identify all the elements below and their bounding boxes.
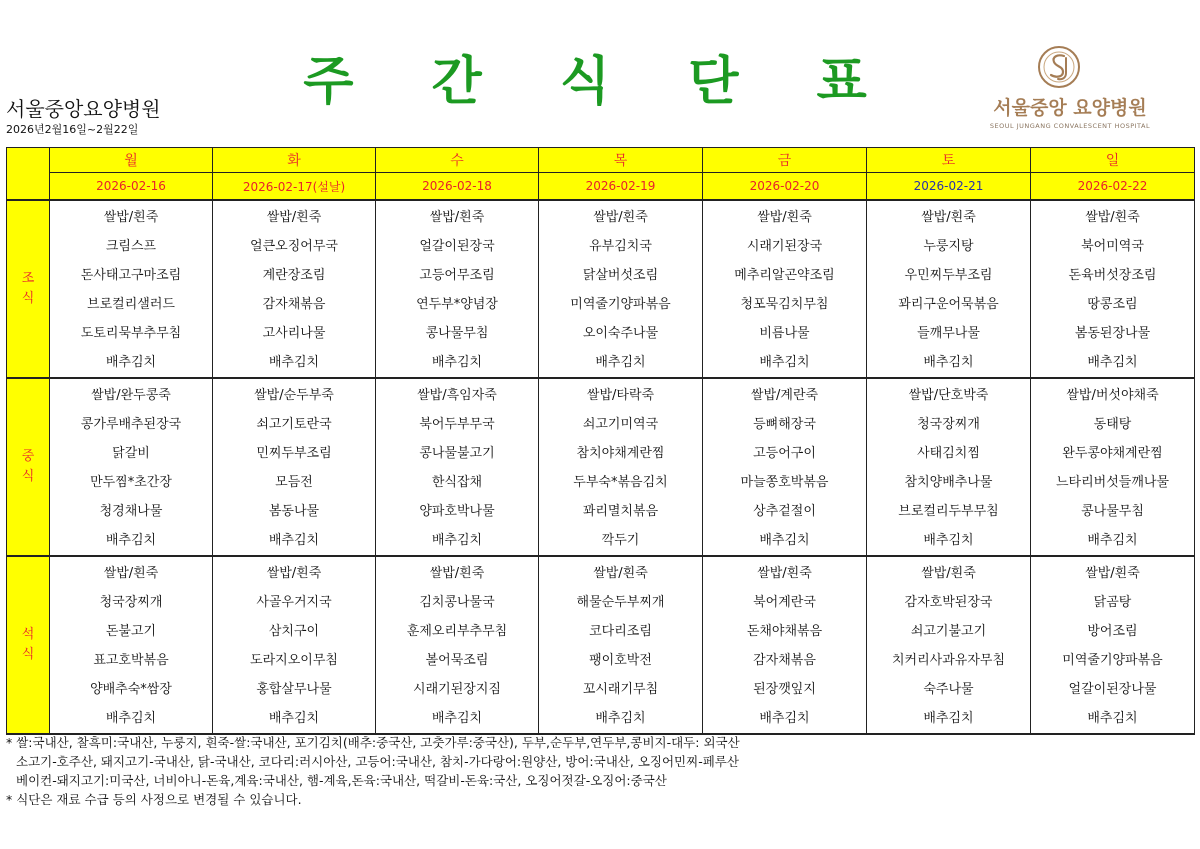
menu-item: 고등어구이 — [753, 446, 816, 461]
lunch-5 — [867, 378, 1031, 556]
menu-item: 쌀밥/버섯야채죽 — [1066, 388, 1159, 403]
meal-label-char: 식 — [21, 291, 35, 306]
logo-name: 서울중앙 요양병원 — [993, 97, 1147, 119]
menu-item: 땅콩조림 — [1087, 297, 1138, 312]
lunch-6 — [1031, 378, 1195, 556]
menu-item: 메추리알곤약조림 — [734, 268, 835, 283]
menu-item: 쌀밥/단호박죽 — [908, 388, 989, 403]
date-2: 2026-02-18 — [376, 173, 539, 201]
menu-item: 참치양배추나물 — [904, 475, 993, 490]
menu-item: 브로컬리샐러드 — [87, 297, 175, 312]
menu-item: 꼬시래기무침 — [582, 682, 659, 697]
meal-label-char: 조 — [21, 271, 35, 286]
meal-label-char: 식 — [21, 469, 35, 484]
menu-item: 청경채나물 — [99, 504, 163, 519]
menu-item: 코다리조림 — [589, 624, 652, 639]
breakfast-6 — [1031, 200, 1195, 378]
menu-item: 배추김치 — [759, 355, 810, 370]
menu-item: 쌀밥/흰죽 — [103, 566, 159, 581]
menu-item: 배추김치 — [595, 355, 646, 370]
menu-item: 쇠고기토란국 — [256, 417, 332, 432]
menu-item: 미역줄기양파볶음 — [570, 297, 671, 312]
menu-item: 쌀밥/흰죽 — [757, 566, 812, 581]
menu-item: 누룽지탕 — [923, 239, 974, 254]
date-4: 2026-02-20 — [703, 173, 867, 201]
menu-item: 시래기된장지짐 — [413, 682, 501, 697]
menu-item: 배추김치 — [1087, 711, 1138, 726]
menu-item: 배추김치 — [268, 533, 320, 548]
menu-item: 돈불고기 — [105, 624, 157, 639]
meal-label-char: 석 — [21, 627, 35, 642]
menu-item: 배추김치 — [105, 711, 157, 726]
note-line: 소고기-호주산, 돼지고기-국내산, 닭-국내산, 코다리:러시아산, 고등어:국내산, 참치-가다랑어:원양산, 방어:국내산, 오징어민찌-페루산 — [16, 754, 739, 769]
menu-item: 배추김치 — [595, 711, 646, 726]
day-6: 일 — [1031, 148, 1195, 173]
menu-item: 해물순두부찌개 — [576, 595, 665, 610]
hospital-name: 서울중앙요양병원 — [6, 97, 161, 121]
lunch-3 — [539, 378, 703, 556]
menu-item: 느타리버섯들깨나물 — [1055, 475, 1170, 490]
menu-item: 꽈리구운어묵볶음 — [898, 297, 999, 312]
dinner-3 — [539, 556, 703, 734]
origin-notes — [6, 733, 740, 809]
menu-item: 봄동나물 — [268, 504, 320, 519]
dinner-5 — [867, 556, 1031, 734]
menu-item: 얼큰오징어무국 — [250, 239, 338, 254]
menu-item: 숙주나물 — [923, 682, 974, 697]
menu-item: 배추김치 — [105, 355, 157, 370]
menu-item: 배추김치 — [431, 533, 483, 548]
menu-item: 쌀밥/흰죽 — [429, 210, 485, 225]
menu-item: 시래기된장국 — [746, 239, 823, 254]
menu-item: 참치야채계란찜 — [576, 446, 665, 461]
menu-item: 배추김치 — [1087, 533, 1138, 548]
menu-item: 배추김치 — [1087, 355, 1138, 370]
menu-item: 배추김치 — [268, 355, 320, 370]
logo-subtitle: SEOUL JUNGANG CONVALESCENT HOSPITAL — [989, 122, 1151, 130]
menu-item: 배추김치 — [923, 533, 974, 548]
menu-item: 배추김치 — [431, 711, 483, 726]
day-3: 목 — [539, 148, 703, 173]
menu-item: 청국장찌개 — [99, 595, 163, 610]
menu-item: 청국장찌개 — [917, 417, 980, 432]
menu-item: 유부김치국 — [589, 239, 652, 254]
menu-item: 북어두부무국 — [419, 417, 495, 432]
menu-item: 브로컬리두부무침 — [898, 504, 999, 519]
menu-item: 콩나물무침 — [425, 326, 489, 341]
dinner-0 — [50, 556, 213, 734]
menu-item: 사태김치찜 — [917, 446, 980, 461]
menu-item: 북어미역국 — [1081, 239, 1144, 254]
dinner-label — [7, 556, 50, 734]
breakfast-4 — [703, 200, 867, 378]
menu-item: 쌀밥/계란죽 — [750, 388, 819, 403]
menu-item: 모듬전 — [275, 475, 313, 490]
menu-item: 훈제오리부추무침 — [406, 624, 508, 639]
date-6: 2026-02-22 — [1031, 173, 1195, 201]
menu-item: 북어계란국 — [753, 595, 816, 610]
menu-item: 배추김치 — [759, 711, 810, 726]
dinner-6 — [1031, 556, 1195, 734]
menu-item: 쌀밥/흰죽 — [921, 210, 976, 225]
menu-item: 연두부*양념장 — [416, 297, 498, 312]
date-0: 2026-02-16 — [50, 173, 213, 201]
menu-item: 사골우거지국 — [256, 595, 332, 610]
menu-item: 치커리사과유자무침 — [891, 653, 1006, 668]
breakfast-label — [7, 200, 50, 378]
date-5: 2026-02-21 — [867, 173, 1031, 201]
day-4: 금 — [703, 148, 867, 173]
day-2: 수 — [376, 148, 539, 173]
menu-item: 쌀밥/흰죽 — [266, 566, 322, 581]
menu-item: 쌀밥/흰죽 — [1085, 566, 1140, 581]
day-5: 토 — [867, 148, 1031, 173]
menu-item: 우민찌두부조림 — [904, 268, 993, 283]
menu-item: 닭갈비 — [112, 446, 150, 461]
menu-item: 홍합살무나물 — [256, 682, 332, 697]
menu-item: 쌀밥/흰죽 — [921, 566, 976, 581]
menu-item: 깍두기 — [601, 533, 640, 548]
menu-item: 돈채야채볶음 — [746, 624, 823, 639]
breakfast-0 — [50, 200, 213, 378]
menu-item: 쌀밥/흑임자죽 — [417, 388, 497, 403]
menu-item: 닭살버섯조림 — [582, 268, 659, 283]
lunch-0 — [50, 378, 213, 556]
meal-label-char: 식 — [21, 647, 35, 662]
breakfast-3 — [539, 200, 703, 378]
menu-item: 고등어무조림 — [419, 268, 495, 283]
menu-item: 된장깻잎지 — [753, 682, 816, 697]
menu-item: 얼갈이된장나물 — [1068, 682, 1157, 697]
menu-item: 쌀밥/완두콩죽 — [91, 388, 171, 403]
menu-item: 상추겉절이 — [753, 504, 816, 519]
menu-item: 콩가루배추된장국 — [80, 417, 182, 432]
day-0: 월 — [50, 148, 213, 173]
menu-item: 계란장조림 — [262, 268, 326, 283]
menu-item: 쌀밥/타락죽 — [586, 388, 655, 403]
lunch-2 — [376, 378, 539, 556]
breakfast-5 — [867, 200, 1031, 378]
dinner-1 — [213, 556, 376, 734]
dinner-2 — [376, 556, 539, 734]
menu-item: 배추김치 — [923, 711, 974, 726]
menu-item: 감자채볶음 — [262, 297, 326, 312]
menu-item: 양배추숙*쌈장 — [90, 682, 172, 697]
date-3: 2026-02-19 — [539, 173, 703, 201]
menu-item: 닭곰탕 — [1093, 595, 1132, 610]
menu-item: 양파호박나물 — [419, 504, 495, 519]
menu-item: 동태탕 — [1093, 417, 1132, 432]
menu-item: 등뼈해장국 — [753, 417, 816, 432]
menu-item: 쌀밥/순두부죽 — [254, 388, 334, 403]
menu-item: 민찌두부조림 — [256, 446, 332, 461]
lunch-1 — [213, 378, 376, 556]
sj-circle-logo-icon — [1035, 44, 1083, 90]
menu-item: 삼치구이 — [268, 624, 320, 639]
lunch-label — [7, 378, 50, 556]
menu-item: 도토리묵부추무침 — [80, 326, 182, 341]
menu-item: 봄동된장나물 — [1074, 326, 1151, 341]
breakfast-1 — [213, 200, 376, 378]
note-line: * 쌀:국내산, 찰흑미:국내산, 누룽지, 흰죽-쌀:국내산, 포기김치(배추:중국산, 고춧가루:중국산), 두부,순두부,연두부,콩비지-대두: 외국산 — [6, 735, 740, 750]
menu-item: 볼어묵조림 — [425, 653, 489, 668]
day-header-row — [7, 148, 1195, 173]
note-line: 베이컨-돼지고기:미국산, 너비아니-돈육,계육:국내산, 햄-계육,돈육:국내산, 떡갈비-돈육:국산, 오징어젓갈-오징어:중국산 — [16, 773, 667, 788]
note-line: * 식단은 재료 수급 등의 사정으로 변경될 수 있습니다. — [6, 792, 302, 807]
menu-item: 쌀밥/흰죽 — [593, 566, 648, 581]
menu-item: 미역줄기양파볶음 — [1062, 653, 1163, 668]
menu-item: 돈육버섯장조림 — [1068, 268, 1157, 283]
menu-item: 돈사태고구마조림 — [80, 268, 182, 283]
menu-item: 오이숙주나물 — [582, 326, 659, 341]
menu-item: 마늘쫑호박볶음 — [740, 475, 829, 490]
breakfast-2 — [376, 200, 539, 378]
menu-item: 만두찜*초간장 — [90, 475, 172, 490]
menu-item: 팽이호박전 — [589, 653, 652, 668]
menu-item: 한식잡채 — [431, 475, 483, 490]
page-title: 주 간 식 단 표 — [303, 52, 897, 112]
menu-item: 쇠고기불고기 — [910, 624, 987, 639]
hospital-logo — [985, 44, 1155, 134]
menu-item: 쇠고기미역국 — [582, 417, 659, 432]
menu-item: 배추김치 — [105, 533, 157, 548]
menu-item: 감자채볶음 — [753, 653, 816, 668]
menu-item: 들깨무나물 — [917, 326, 980, 341]
menu-item: 쌀밥/흰죽 — [429, 566, 485, 581]
menu-item: 콩나물불고기 — [419, 446, 495, 461]
date-1: 2026-02-17(설날) — [213, 173, 376, 201]
menu-item: 콩나물무침 — [1081, 504, 1144, 519]
dinner-row — [7, 556, 1195, 734]
menu-item: 배추김치 — [268, 711, 320, 726]
meal-label-char: 중 — [21, 449, 35, 464]
menu-item: 크림스프 — [105, 239, 157, 254]
menu-item: 쌀밥/흰죽 — [1085, 210, 1140, 225]
dinner-4 — [703, 556, 867, 734]
breakfast-row — [7, 200, 1195, 378]
menu-item: 김치콩나물국 — [419, 595, 495, 610]
menu-item: 쌀밥/흰죽 — [757, 210, 812, 225]
menu-item: 표고호박볶음 — [93, 653, 169, 668]
date-header-row — [7, 173, 1195, 201]
menu-item: 쌀밥/흰죽 — [103, 210, 159, 225]
menu-item: 쌀밥/흰죽 — [593, 210, 648, 225]
menu-item: 얼갈이된장국 — [419, 239, 495, 254]
menu-item: 고사리나물 — [262, 326, 326, 341]
menu-item: 도라지오이무침 — [250, 653, 338, 668]
menu-item: 배추김치 — [431, 355, 483, 370]
menu-item: 비름나물 — [759, 326, 810, 341]
menu-item: 감자호박된장국 — [904, 595, 993, 610]
menu-item: 완두콩야채계란찜 — [1062, 446, 1163, 461]
menu-item: 방어조림 — [1087, 624, 1138, 639]
menu-item: 배추김치 — [759, 533, 810, 548]
menu-item: 쌀밥/흰죽 — [266, 210, 322, 225]
lunch-row — [7, 378, 1195, 556]
menu-item: 청포묵김치무침 — [740, 297, 829, 312]
header-corner — [7, 148, 50, 201]
menu-item: 두부숙*볶음김치 — [573, 475, 668, 490]
lunch-4 — [703, 378, 867, 556]
day-1: 화 — [213, 148, 376, 173]
menu-item: 꽈리멸치볶음 — [582, 504, 659, 519]
menu-item: 배추김치 — [923, 355, 974, 370]
menu-period: 2026년2월16일~2월22일 — [6, 123, 139, 136]
weekly-menu-table — [6, 147, 1195, 735]
